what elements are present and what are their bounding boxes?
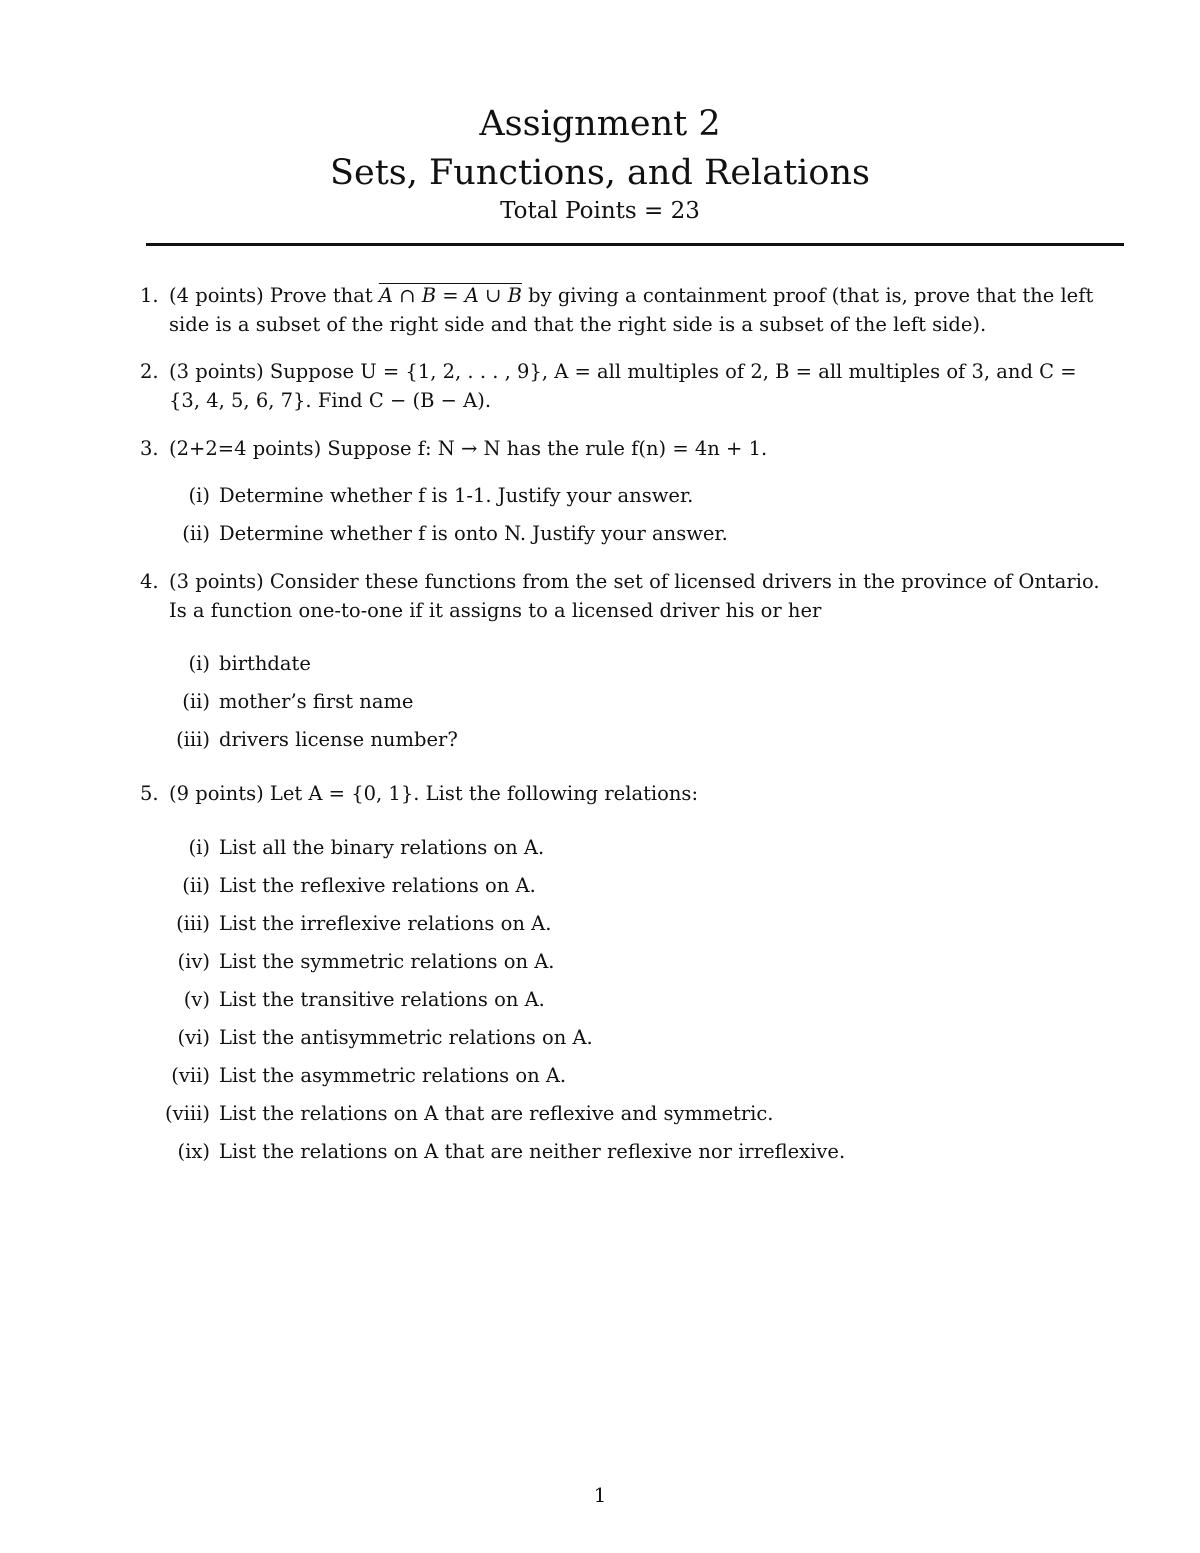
list-item bbox=[140, 1023, 1040, 1052]
item-text: List the transitive relations on A. bbox=[219, 988, 545, 1011]
question-number: 5. bbox=[140, 782, 159, 805]
question-5 bbox=[140, 779, 1100, 808]
item-text: List the relations on A that are neither reflexive nor irreflexive. bbox=[219, 1140, 846, 1163]
item-text: Determine whether f is 1-1. Justify your answer. bbox=[219, 484, 694, 507]
question-number: 2. bbox=[140, 360, 159, 383]
question-4-text: (3 points) Consider these functions from the set of licensed drivers in the province of Ontario. Is a function one-to-one if it assigns to a licensed driver his or her bbox=[169, 570, 1100, 622]
item-text: List the reflexive relations on A. bbox=[219, 874, 536, 897]
list-item bbox=[140, 687, 1040, 716]
item-text: List the asymmetric relations on A. bbox=[219, 1064, 567, 1087]
question-1-formula: A ∩ B = A ∪ B bbox=[378, 284, 522, 307]
header-rule bbox=[146, 243, 1124, 246]
list-item bbox=[140, 1137, 1040, 1166]
item-text: drivers license number? bbox=[219, 728, 458, 751]
item-label: (v) bbox=[183, 988, 210, 1011]
question-2 bbox=[140, 357, 1100, 415]
assignment-subtitle: Sets, Functions, and Relations bbox=[330, 153, 870, 193]
question-3 bbox=[140, 434, 1100, 463]
item-label: (vii) bbox=[171, 1064, 210, 1087]
list-item bbox=[140, 481, 1040, 510]
total-points: Total Points = 23 bbox=[500, 198, 700, 224]
list-item bbox=[140, 1061, 1040, 1090]
assignment-title: Assignment 2 bbox=[479, 104, 721, 144]
list-item bbox=[140, 871, 1040, 900]
question-number: 4. bbox=[140, 570, 159, 593]
item-label: (iii) bbox=[176, 728, 210, 751]
item-label: (iv) bbox=[177, 950, 210, 973]
list-item bbox=[140, 1099, 1040, 1128]
item-label: (ix) bbox=[177, 1140, 210, 1163]
item-label: (i) bbox=[188, 484, 210, 507]
question-3-text: (2+2=4 points) Suppose f: N → N has the rule f(n) = 4n + 1. bbox=[169, 437, 768, 460]
question-1-intro: (4 points) Prove that bbox=[169, 284, 379, 307]
question-2-text: (3 points) Suppose U = {1, 2, . . . , 9}, A = all multiples of 2, B = all multiples of 3, and C = {3, 4, 5, 6, 7}. Find C − (B − A). bbox=[169, 360, 1077, 412]
item-label: (vi) bbox=[177, 1026, 210, 1049]
list-item bbox=[140, 519, 1040, 548]
question-5-text: (9 points) Let A = {0, 1}. List the following relations: bbox=[169, 782, 699, 805]
item-text: List the irreflexive relations on A. bbox=[219, 912, 552, 935]
item-label: (viii) bbox=[165, 1102, 210, 1125]
item-label: (ii) bbox=[182, 690, 210, 713]
item-label: (i) bbox=[188, 652, 210, 675]
item-label: (i) bbox=[188, 836, 210, 859]
question-1-rest: by giving a containment proof (that is, prove that the left side is a subset of the right side and that the right side is a subset of the left side). bbox=[169, 284, 1094, 336]
item-label: (iii) bbox=[176, 912, 210, 935]
question-4 bbox=[140, 567, 1100, 625]
list-item bbox=[140, 649, 1040, 678]
page-number: 1 bbox=[593, 1483, 607, 1507]
question-number: 1. bbox=[140, 284, 159, 307]
item-label: (ii) bbox=[182, 874, 210, 897]
question-1 bbox=[140, 281, 1100, 339]
list-item bbox=[140, 725, 1040, 754]
item-text: birthdate bbox=[219, 652, 311, 675]
item-text: List the relations on A that are reflexive and symmetric. bbox=[219, 1102, 774, 1125]
item-text: List all the binary relations on A. bbox=[219, 836, 545, 859]
list-item bbox=[140, 985, 1040, 1014]
item-text: List the antisymmetric relations on A. bbox=[219, 1026, 593, 1049]
question-number: 3. bbox=[140, 437, 159, 460]
list-item bbox=[140, 947, 1040, 976]
item-label: (ii) bbox=[182, 522, 210, 545]
item-text: Determine whether f is onto N. Justify your answer. bbox=[219, 522, 728, 545]
item-text: List the symmetric relations on A. bbox=[219, 950, 555, 973]
item-text: mother’s first name bbox=[219, 690, 414, 713]
list-item bbox=[140, 909, 1040, 938]
list-item bbox=[140, 833, 1040, 862]
